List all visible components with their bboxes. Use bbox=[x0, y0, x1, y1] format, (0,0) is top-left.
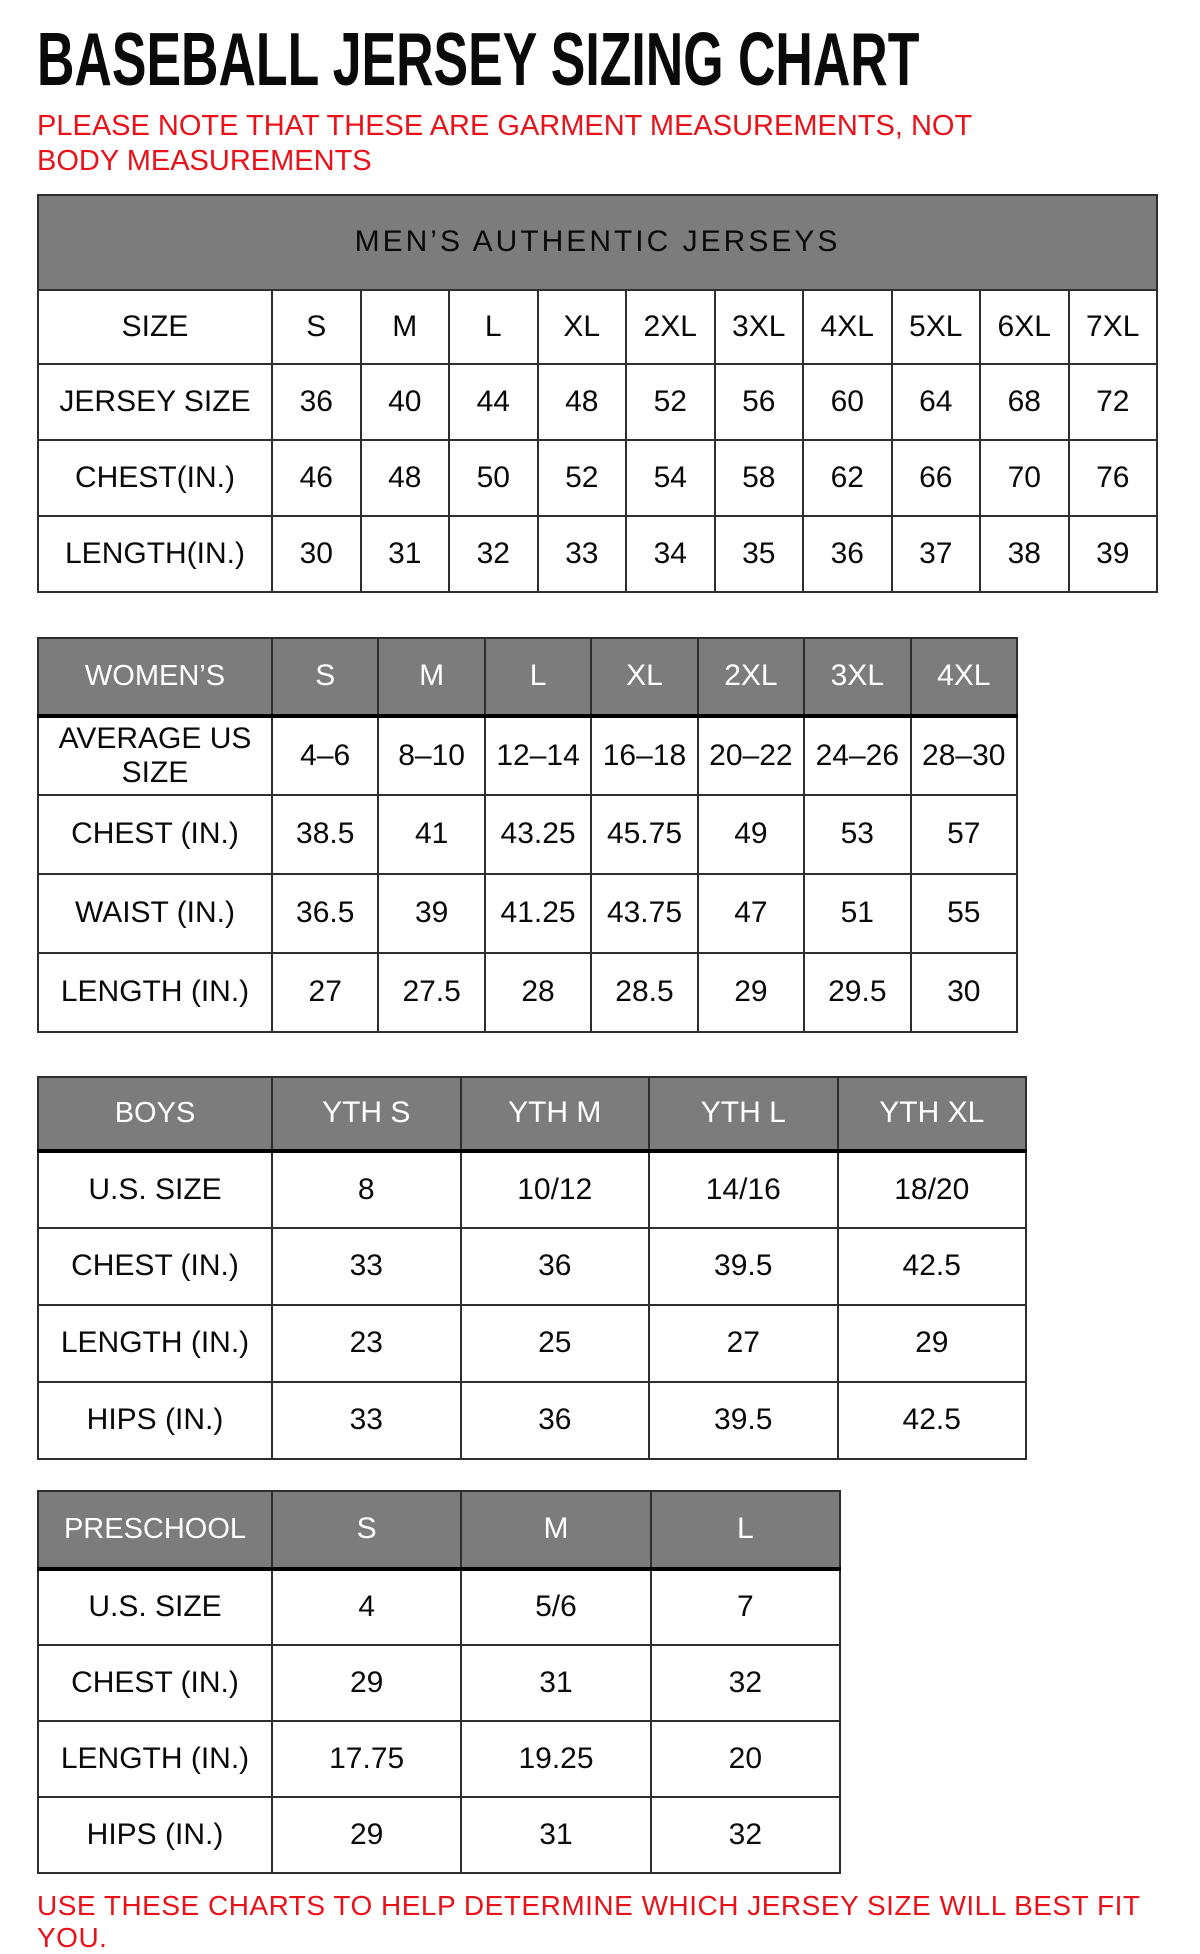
preschool-value-cell: 7 bbox=[651, 1569, 840, 1645]
mens-value-cell: 70 bbox=[980, 440, 1069, 516]
womens-sizing-table bbox=[37, 637, 1018, 1033]
mens-value-cell: 68 bbox=[980, 364, 1069, 440]
boys-value-cell: 42.5 bbox=[838, 1382, 1027, 1459]
mens-value-cell: 76 bbox=[1069, 440, 1158, 516]
womens-value-cell: 43.75 bbox=[591, 874, 697, 953]
boys-sizing-table bbox=[37, 1076, 1027, 1460]
womens-value-cell: 30 bbox=[911, 953, 1017, 1032]
mens-value-cell: 48 bbox=[538, 364, 627, 440]
mens-value-cell: 72 bbox=[1069, 364, 1158, 440]
preschool-size-header-s: S bbox=[272, 1491, 461, 1569]
boys-value-cell: 39.5 bbox=[649, 1228, 838, 1305]
mens-row-label: JERSEY SIZE bbox=[38, 364, 272, 440]
mens-value-cell: 31 bbox=[361, 516, 450, 592]
boys-value-cell: 33 bbox=[272, 1228, 461, 1305]
womens-size-header-3xl: 3XL bbox=[804, 638, 910, 716]
boys-size-header-yth-m: YTH M bbox=[461, 1077, 650, 1151]
preschool-sizing-table bbox=[37, 1490, 841, 1874]
mens-size-header-3xl: 3XL bbox=[715, 290, 804, 364]
boys-value-cell: 27 bbox=[649, 1305, 838, 1382]
mens-value-cell: 58 bbox=[715, 440, 804, 516]
boys-size-header-yth-xl: YTH XL bbox=[838, 1077, 1027, 1151]
boys-value-cell: 8 bbox=[272, 1151, 461, 1228]
womens-value-cell: 28.5 bbox=[591, 953, 697, 1032]
mens-size-header-m: M bbox=[361, 290, 450, 364]
mens-value-cell: 39 bbox=[1069, 516, 1158, 592]
womens-value-cell: 20–22 bbox=[698, 716, 804, 795]
womens-size-header-s: S bbox=[272, 638, 378, 716]
womens-value-cell: 39 bbox=[378, 874, 484, 953]
mens-value-cell: 52 bbox=[538, 440, 627, 516]
womens-size-header-m: M bbox=[378, 638, 484, 716]
mens-value-cell: 35 bbox=[715, 516, 804, 592]
mens-value-cell: 66 bbox=[892, 440, 981, 516]
preschool-row-label: U.S. SIZE bbox=[38, 1569, 272, 1645]
womens-value-cell: 12–14 bbox=[485, 716, 591, 795]
womens-value-cell: 51 bbox=[804, 874, 910, 953]
womens-size-header-xl: XL bbox=[591, 638, 697, 716]
womens-value-cell: 28 bbox=[485, 953, 591, 1032]
preschool-value-cell: 29 bbox=[272, 1797, 461, 1873]
boys-row-label: CHEST (IN.) bbox=[38, 1228, 272, 1305]
mens-size-header-5xl: 5XL bbox=[892, 290, 981, 364]
preschool-row-label: LENGTH (IN.) bbox=[38, 1721, 272, 1797]
womens-value-cell: 47 bbox=[698, 874, 804, 953]
womens-value-cell: 4–6 bbox=[272, 716, 378, 795]
mens-value-cell: 32 bbox=[449, 516, 538, 592]
mens-table-title-cell: SIZE bbox=[38, 290, 272, 364]
womens-value-cell: 45.75 bbox=[591, 795, 697, 874]
mens-value-cell: 50 bbox=[449, 440, 538, 516]
garment-measurement-note: PLEASE NOTE THAT THESE ARE GARMENT MEASUREMENTS, NOT BODY MEASUREMENTS bbox=[37, 109, 972, 178]
womens-value-cell: 53 bbox=[804, 795, 910, 874]
boys-value-cell: 14/16 bbox=[649, 1151, 838, 1228]
mens-value-cell: 40 bbox=[361, 364, 450, 440]
preschool-row-label: HIPS (IN.) bbox=[38, 1797, 272, 1873]
womens-row-label: CHEST (IN.) bbox=[38, 795, 272, 874]
womens-table-title-cell: WOMEN’S bbox=[38, 638, 272, 716]
mens-value-cell: 36 bbox=[803, 516, 892, 592]
boys-value-cell: 42.5 bbox=[838, 1228, 1027, 1305]
mens-value-cell: 30 bbox=[272, 516, 361, 592]
mens-row-label: LENGTH(IN.) bbox=[38, 516, 272, 592]
womens-value-cell: 8–10 bbox=[378, 716, 484, 795]
mens-table-banner: MEN’S AUTHENTIC JERSEYS bbox=[38, 195, 1157, 290]
boys-row-label: HIPS (IN.) bbox=[38, 1382, 272, 1459]
womens-size-header-4xl: 4XL bbox=[911, 638, 1017, 716]
boys-size-header-yth-s: YTH S bbox=[272, 1077, 461, 1151]
mens-value-cell: 36 bbox=[272, 364, 361, 440]
boys-value-cell: 18/20 bbox=[838, 1151, 1027, 1228]
mens-size-header-4xl: 4XL bbox=[803, 290, 892, 364]
preschool-value-cell: 4 bbox=[272, 1569, 461, 1645]
boys-value-cell: 23 bbox=[272, 1305, 461, 1382]
womens-value-cell: 27 bbox=[272, 953, 378, 1032]
womens-value-cell: 49 bbox=[698, 795, 804, 874]
mens-value-cell: 46 bbox=[272, 440, 361, 516]
mens-value-cell: 62 bbox=[803, 440, 892, 516]
preschool-size-header-m: M bbox=[461, 1491, 650, 1569]
preschool-row-label: CHEST (IN.) bbox=[38, 1645, 272, 1721]
preschool-value-cell: 31 bbox=[461, 1797, 650, 1873]
preschool-value-cell: 32 bbox=[651, 1645, 840, 1721]
boys-value-cell: 33 bbox=[272, 1382, 461, 1459]
mens-value-cell: 33 bbox=[538, 516, 627, 592]
mens-size-header-s: S bbox=[272, 290, 361, 364]
boys-value-cell: 39.5 bbox=[649, 1382, 838, 1459]
preschool-value-cell: 19.25 bbox=[461, 1721, 650, 1797]
womens-size-header-l: L bbox=[485, 638, 591, 716]
womens-value-cell: 27.5 bbox=[378, 953, 484, 1032]
mens-value-cell: 38 bbox=[980, 516, 1069, 592]
womens-value-cell: 41 bbox=[378, 795, 484, 874]
preschool-size-header-l: L bbox=[651, 1491, 840, 1569]
mens-row-label: CHEST(IN.) bbox=[38, 440, 272, 516]
mens-value-cell: 52 bbox=[626, 364, 715, 440]
boys-value-cell: 36 bbox=[461, 1382, 650, 1459]
mens-size-header-xl: XL bbox=[538, 290, 627, 364]
mens-value-cell: 64 bbox=[892, 364, 981, 440]
preschool-value-cell: 5/6 bbox=[461, 1569, 650, 1645]
mens-value-cell: 34 bbox=[626, 516, 715, 592]
preschool-value-cell: 20 bbox=[651, 1721, 840, 1797]
boys-row-label: U.S. SIZE bbox=[38, 1151, 272, 1228]
page-title: BASEBALL JERSEY SIZING CHART bbox=[37, 17, 920, 102]
boys-value-cell: 25 bbox=[461, 1305, 650, 1382]
womens-value-cell: 29 bbox=[698, 953, 804, 1032]
mens-value-cell: 48 bbox=[361, 440, 450, 516]
boys-value-cell: 29 bbox=[838, 1305, 1027, 1382]
preschool-table-title-cell: PRESCHOOL bbox=[38, 1491, 272, 1569]
preschool-value-cell: 31 bbox=[461, 1645, 650, 1721]
boys-value-cell: 36 bbox=[461, 1228, 650, 1305]
womens-value-cell: 55 bbox=[911, 874, 1017, 953]
womens-value-cell: 24–26 bbox=[804, 716, 910, 795]
mens-value-cell: 60 bbox=[803, 364, 892, 440]
boys-row-label: LENGTH (IN.) bbox=[38, 1305, 272, 1382]
womens-row-label: LENGTH (IN.) bbox=[38, 953, 272, 1032]
womens-value-cell: 16–18 bbox=[591, 716, 697, 795]
mens-authentic-jerseys-table bbox=[37, 194, 1158, 593]
mens-value-cell: 44 bbox=[449, 364, 538, 440]
womens-row-label: AVERAGE US SIZE bbox=[38, 716, 272, 795]
womens-size-header-2xl: 2XL bbox=[698, 638, 804, 716]
womens-value-cell: 41.25 bbox=[485, 874, 591, 953]
womens-row-label: WAIST (IN.) bbox=[38, 874, 272, 953]
preschool-value-cell: 32 bbox=[651, 1797, 840, 1873]
womens-value-cell: 57 bbox=[911, 795, 1017, 874]
mens-value-cell: 54 bbox=[626, 440, 715, 516]
mens-size-header-7xl: 7XL bbox=[1069, 290, 1158, 364]
boys-table-title-cell: BOYS bbox=[38, 1077, 272, 1151]
fit-advice-note: USE THESE CHARTS TO HELP DETERMINE WHICH JERSEY SIZE WILL BEST FIT YOU. bbox=[37, 1889, 1140, 1953]
womens-value-cell: 29.5 bbox=[804, 953, 910, 1032]
mens-size-header-2xl: 2XL bbox=[626, 290, 715, 364]
mens-value-cell: 37 bbox=[892, 516, 981, 592]
preschool-value-cell: 17.75 bbox=[272, 1721, 461, 1797]
boys-value-cell: 10/12 bbox=[461, 1151, 650, 1228]
womens-value-cell: 43.25 bbox=[485, 795, 591, 874]
mens-size-header-6xl: 6XL bbox=[980, 290, 1069, 364]
preschool-value-cell: 29 bbox=[272, 1645, 461, 1721]
womens-value-cell: 28–30 bbox=[911, 716, 1017, 795]
mens-value-cell: 56 bbox=[715, 364, 804, 440]
boys-size-header-yth-l: YTH L bbox=[649, 1077, 838, 1151]
womens-value-cell: 38.5 bbox=[272, 795, 378, 874]
womens-value-cell: 36.5 bbox=[272, 874, 378, 953]
mens-size-header-l: L bbox=[449, 290, 538, 364]
